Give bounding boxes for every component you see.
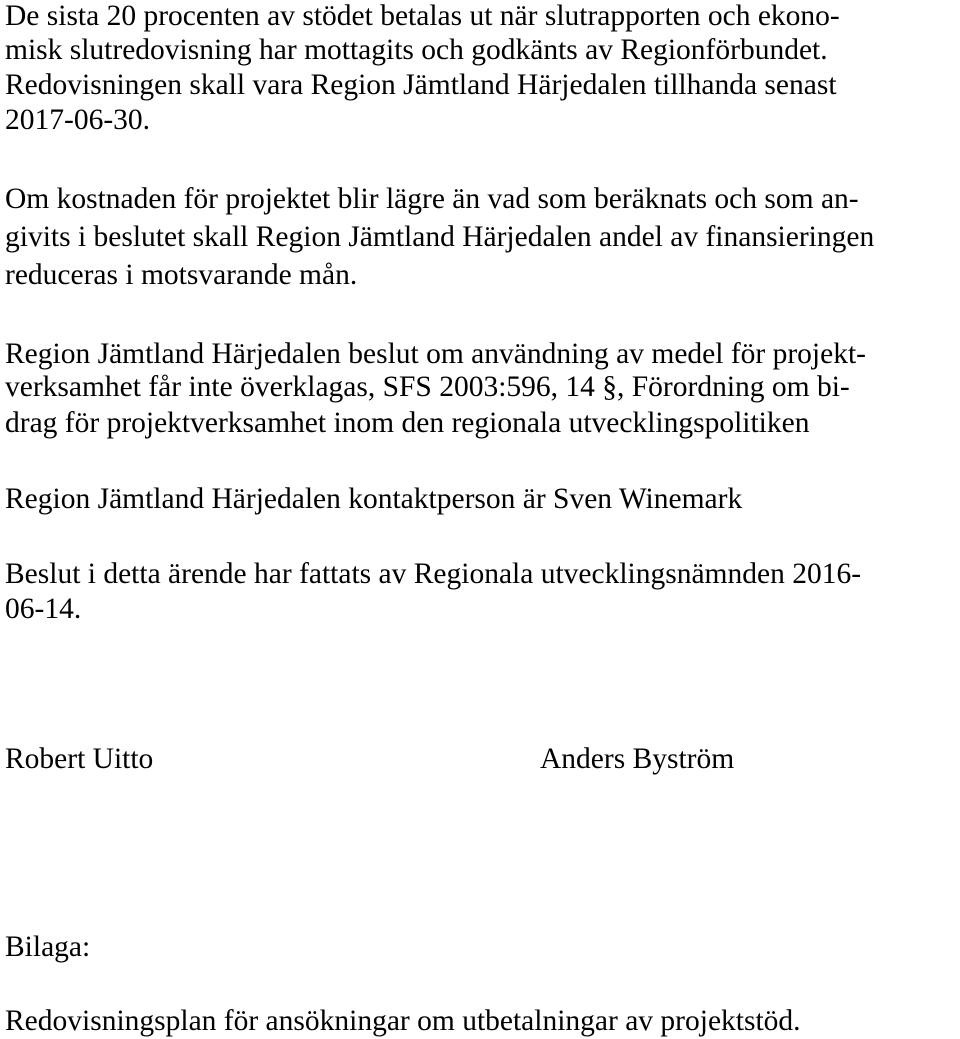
text-line: 06-14.	[5, 593, 82, 625]
text-line: Beslut i detta ärende har fattats av Regionala utvecklingsnämnden 2016-	[5, 558, 862, 590]
text-line: Region Jämtland Härjedalen kontaktperson är Sven Winemark	[5, 483, 743, 515]
attachment-item: Redovisningsplan för ansökningar om utbetalningar av projektstöd.	[5, 1005, 801, 1037]
text-line: reduceras i motsvarande mån.	[5, 259, 358, 291]
signatory-right: Anders Byström	[540, 743, 735, 775]
text-line: drag för projektverksamhet inom den regionala utvecklingspolitiken	[5, 407, 810, 439]
text-line: givits i beslutet skall Region Jämtland Härjedalen andel av finansieringen	[5, 221, 875, 253]
text-line: Region Jämtland Härjedalen beslut om användning av medel för projekt-	[5, 338, 866, 370]
attachment-heading: Bilaga:	[5, 931, 91, 963]
text-line: Om kostnaden för projektet blir lägre än vad som beräknats och som an-	[5, 183, 859, 215]
text-line: 2017-06-30.	[5, 104, 151, 136]
text-line: misk slutredovisning har mottagits och godkänts av Regionförbundet.	[5, 34, 828, 66]
text-line: verksamhet får inte överklagas, SFS 2003:596, 14 §, Förordning om bi-	[5, 371, 850, 403]
signatory-left: Robert Uitto	[5, 743, 154, 775]
text-line: De sista 20 procenten av stödet betalas ut när slutrapporten och ekono-	[5, 0, 840, 32]
text-line: Redovisningen skall vara Region Jämtland Härjedalen tillhanda senast	[5, 69, 837, 101]
